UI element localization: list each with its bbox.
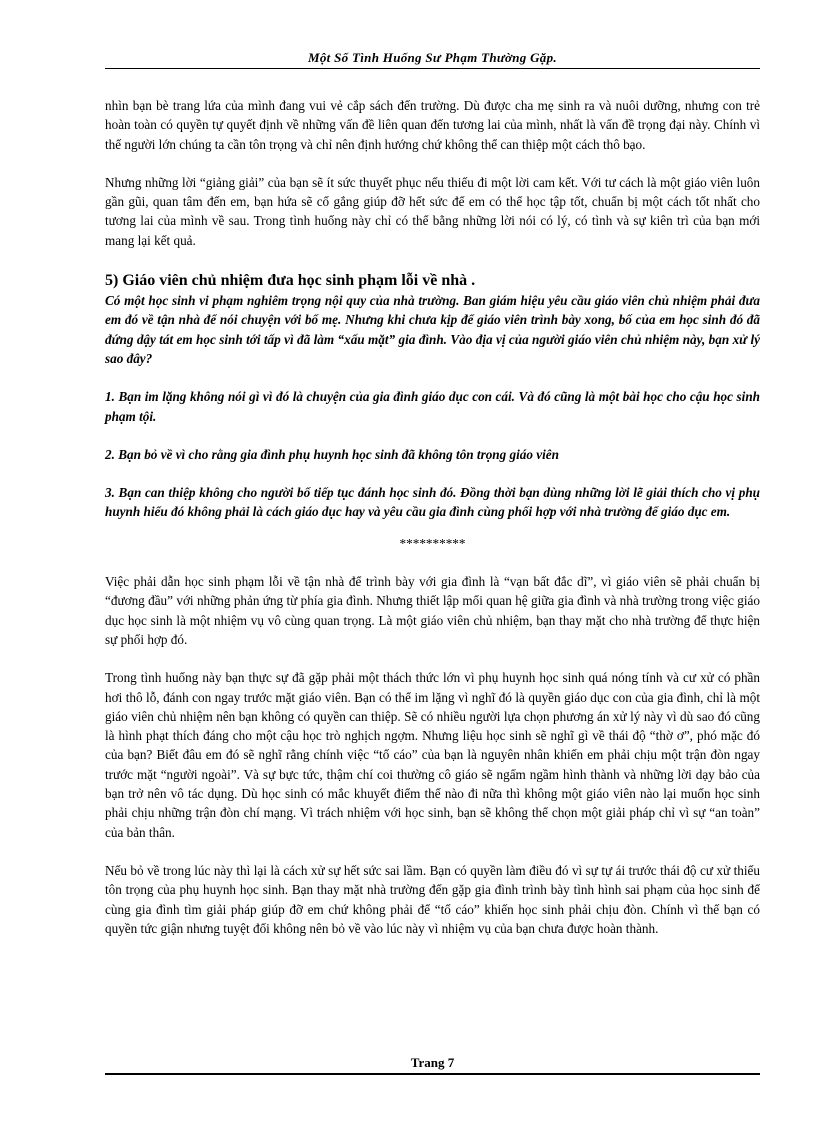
footer-divider	[105, 1073, 760, 1075]
answer-paragraph-1: Việc phải dẫn học sinh phạm lỗi về tận nhà để trình bày với gia đình là “vạn bất đắc dĩ”, vì giáo viên sẽ phải chuẩn bị “đương đầu” với những phản ứng từ phía gia đình. Nhưng thiết lập mối quan hệ giữa gia đình và nhà trường trong việc giáo dục học sinh là một nhiệm vụ vô cùng quan trọng. Là một giáo viên chủ nhiệm, bạn thay mặt cho nhà trường để thực hiện sự phối hợp đó.	[105, 574, 760, 647]
answer-paragraph-3: Nếu bỏ về trong lúc này thì lại là cách xử sự hết sức sai lầm. Bạn có quyền làm điều đó vì sự tự ái trước thái độ cư xử thiếu tôn trọng của phụ huynh học sinh. Bạn thay mặt nhà trường đến gặp gia đình trình bày tình hình sai phạm của học sinh để cùng gia đình tìm giải pháp giúp đỡ em chứ không phải để “tố cáo” khiến học sinh phải chịu đòn. Chính vì thế bạn có quyền tức giận nhưng tuyệt đối không nên bỏ về vào lúc này vì nhiệm vụ của bạn chưa được hoàn thành.	[105, 862, 760, 936]
page-number: Trang 7	[410, 1055, 455, 1070]
option-3: 3. Bạn can thiệp không cho người bố tiếp tục đánh học sinh đó. Đồng thời bạn dùng những lời lẽ giải thích cho vị phụ huynh hiểu đó không phải là cách giáo dục hay và yêu cầu gia đình cùng phối hợp với nhà trường để giáo dục em.	[105, 485, 760, 520]
section-separator: **********	[399, 535, 466, 551]
scenario-text: Có một học sinh vi phạm nghiêm trọng nội quy của nhà trường. Ban giám hiệu yêu cầu giáo viên chủ nhiệm phải đưa em đó về tận nhà để nói chuyện với bố mẹ. Nhưng khi chưa kịp để giáo viên trình bày xong, bố của em học sinh đó đã đứng dậy tát em học sinh tới tấp vì đã làm “xấu mặt” gia đình. Vào địa vị của người giáo viên chủ nhiệm này, bạn xử lý sao đây?	[105, 293, 760, 366]
option-2: 2. Bạn bỏ về vì cho rằng gia đình phụ huynh học sinh đã không tôn trọng giáo viên	[105, 446, 559, 462]
document-body	[105, 96, 760, 938]
paragraph-intro-2: Nhưng những lời “giảng giải” của bạn sẽ ít sức thuyết phục nếu thiếu đi một lời cam kết. Với tư cách là một giáo viên luôn gần gũi, quan tâm đến em, bạn hứa sẽ cố gắng giúp đỡ hết sức để em có thể học tập tốt, chuẩn bị một cách tốt nhất cho tương lai của mình về sau. Trong tình huống này chỉ có thể bằng những lời nói có lý, có tình và sự kiên trì của bạn mới mang lại kết quả.	[105, 174, 760, 248]
section-heading: 5) Giáo viên chủ nhiệm đưa học sinh phạm lỗi về nhà .	[105, 272, 476, 290]
answer-paragraph-2: Trong tình huống này bạn thực sự đã gặp phải một thách thức lớn vì phụ huynh học sinh quá nóng tính và cư xử có phần hơi thô lỗ, đánh con ngay trước mặt giáo viên. Bạn có thể im lặng vì nghĩ đó là quyền giáo dục con của gia đình, chỉ là một giáo viên chủ nhiệm nên bạn không có quyền can thiệp. Sẽ có nhiều người lựa chọn phương án xử lý này vì dù sao đó cũng là hình phạt thích đáng cho một cậu học trò nghịch ngợm. Nhưng liệu học sinh sẽ nghĩ gì về thái độ “thờ ơ”, phó mặc đó của bạn? Biết đâu em đó sẽ nghĩ rằng chính việc “tố cáo” của bạn là nguyên nhân khiến em phải chịu một trận đòn ngay trước mặt “người ngoài”. Và sự bực tức, thậm chí coi thường cô giáo sẽ ngấm ngầm hình thành và những lời dạy bảo của bạn trở nên vô tác dụng. Dù học sinh có mắc khuyết điểm thế nào đi nữa thì không một giáo viên nào lại muốn học sinh phải chịu những trận đòn chí mạng. Vì trách nhiệm với học sinh, bạn sẽ không thể chọn một giải pháp chỉ vì sự “an toàn” của bản thân.	[105, 670, 760, 840]
paragraph-intro-1: nhìn bạn bè trang lứa của mình đang vui vẻ cắp sách đến trường. Dù được cha mẹ sinh ra và nuôi dưỡng, nhưng con trẻ hoàn toàn có quyền tự quyết định về những vấn đề liên quan đến tương lai của mình, nhất là vấn đề trọng đại này. Chính vì thế người lớn chúng ta cần tôn trọng và chỉ nên định hướng chứ không thể can thiệp một cách thô bạo.	[105, 98, 760, 152]
option-1: 1. Bạn im lặng không nói gì vì đó là chuyện của gia đình giáo dục con cái. Và đó cũng là một bài học cho cậu học sinh phạm tội.	[105, 389, 760, 424]
page-header-title: Một Số Tình Huống Sư Phạm Thường Gặp.	[308, 50, 557, 65]
header-divider	[105, 68, 760, 69]
